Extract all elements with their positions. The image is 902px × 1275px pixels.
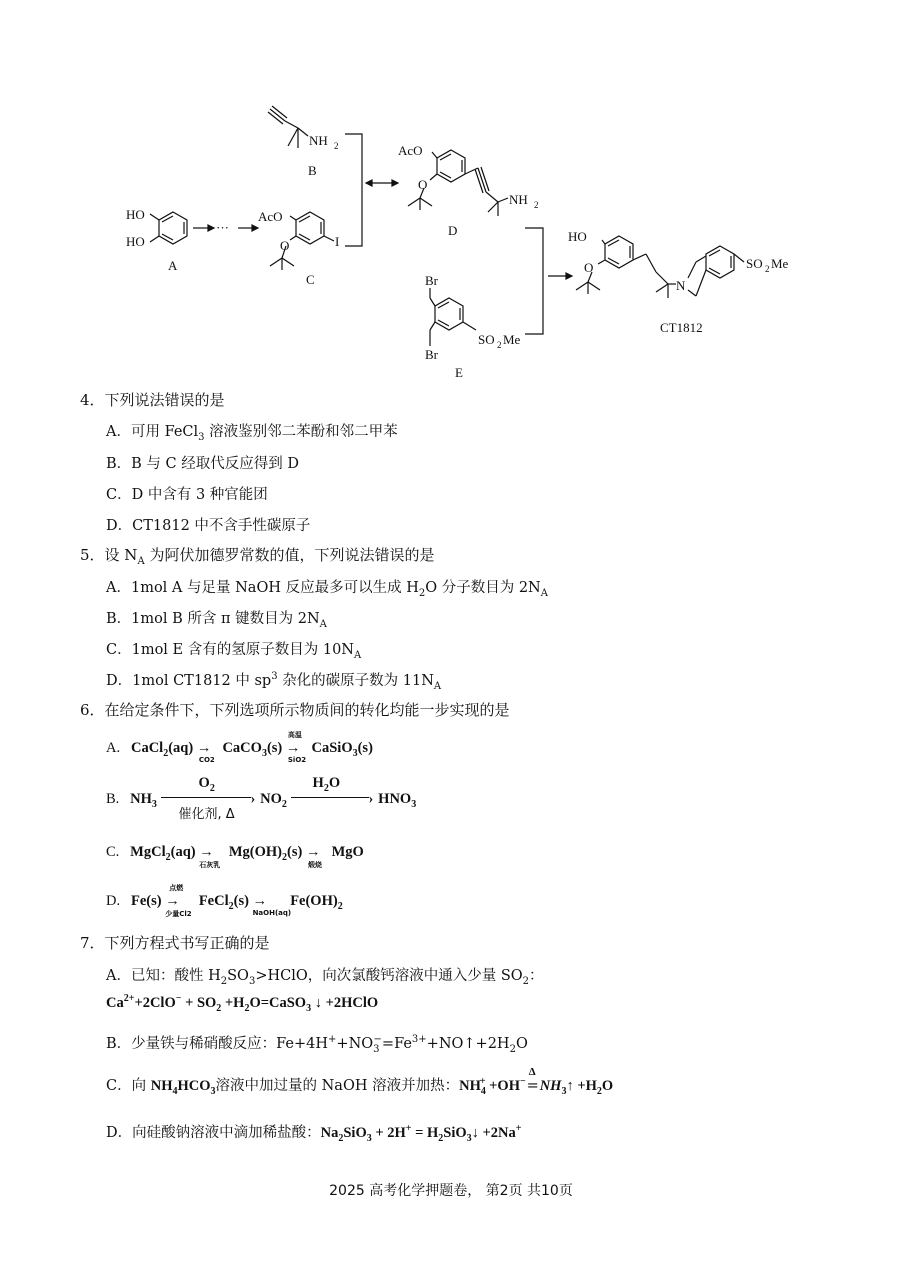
svg-text:2: 2 bbox=[334, 141, 339, 151]
svg-text:Me: Me bbox=[503, 332, 521, 347]
q7-stem: 7．下列方程式书写正确的是 bbox=[80, 934, 270, 952]
q6-option-a: A. CaCl$_2$(aq) → CO2 CaCO$_3$(s) → 高温 SiO2 CaSiO$_3$(s) bbox=[106, 731, 373, 764]
d-nh2: NH bbox=[509, 192, 528, 207]
q7-option-a-equation: $Ca^{2+}+2ClO^- + SO_2$ $+H_2O=CaSO_3$ ↓ +2HClO bbox=[106, 993, 379, 1014]
c-aco: AcO bbox=[258, 209, 283, 224]
e-br2: Br bbox=[425, 347, 438, 362]
q4-option-a: A．可用 FeCl$_3$ 溶液鉴别邻二苯酚和邻二甲苯 bbox=[106, 424, 398, 443]
reaction-scheme bbox=[0, 0, 902, 390]
q7-option-c: C．向 $NH_4HCO_3$溶液中加过量的 NaOH 溶液并加热：$NH_4^+ +OH^-=$ Δ $NH_3↑ +H_2O$ bbox=[106, 1066, 614, 1097]
q4-stem: 4．下列说法错误的是 bbox=[80, 391, 225, 409]
svg-text:2: 2 bbox=[534, 200, 539, 210]
d-o: O bbox=[418, 177, 428, 192]
q4-option-b: B．B 与 C 经取代反应得到 D bbox=[106, 456, 299, 472]
ct1812-ring bbox=[605, 236, 633, 268]
label-b: B bbox=[308, 163, 317, 178]
e-so2me: SO bbox=[478, 332, 495, 347]
a-ho1: HO bbox=[126, 207, 145, 222]
svg-text:2: 2 bbox=[765, 264, 770, 274]
label-c: C bbox=[306, 272, 315, 287]
q7-option-b: B．少量铁与稀硝酸反应：$Fe+4H^++NO_3^-=Fe^{3+}+NO↑+2H_2O$ bbox=[106, 1034, 528, 1055]
q5-option-c: C．1mol E 含有的氢原子数目为 $10N_A$ bbox=[106, 642, 362, 661]
compound-a-ring bbox=[159, 212, 187, 244]
ct-n: N bbox=[676, 278, 686, 293]
q6-option-d: D. Fe(s) → 点燃 少量Cl2 FeCl$_2$(s) → NaOH(aq) $Fe(OH)_2$ bbox=[106, 884, 343, 918]
ct-ho: HO bbox=[568, 229, 587, 244]
q5-option-a: A．1mol A 与足量 NaOH 反应最多可以生成 $H_2O$ 分子数目为 $2N_A$ bbox=[106, 580, 548, 599]
q4-option-d: D．CT1812 中不含手性碳原子 bbox=[106, 518, 311, 534]
q4-option-c: C．D 中含有 3 种官能团 bbox=[106, 487, 268, 503]
label-a: A bbox=[168, 258, 178, 273]
q6-option-c: C. MgCl$_2$(aq) → 石灰乳 $Mg(OH)_2(s)$ → 煅烧 MgO bbox=[106, 844, 364, 869]
q5-option-d: D．1mol CT1812 中 $sp^3$ 杂化的碳原子数为 $11N_A$ bbox=[106, 671, 442, 692]
q6-option-b: B. $NH_3$ › $O_2$ 催化剂, Δ $NO_2$ › $H_2O$ $HNO_3$ bbox=[106, 775, 417, 822]
a-ho2: HO bbox=[126, 234, 145, 249]
compound-c-ring bbox=[296, 212, 324, 244]
q7-option-a-text: A．已知：酸性 $H_2SO_3>HClO$，向次氯酸钙溶液中通入少量 $SO_2$： bbox=[106, 968, 544, 987]
svg-text:2: 2 bbox=[497, 340, 502, 350]
ct-so2me: SO bbox=[746, 256, 763, 271]
q5-option-b: B．1mol B 所含 π 键数目为 $2N_A$ bbox=[106, 611, 327, 630]
page-footer: 2025 高考化学押题卷， 第2页 共10页 bbox=[329, 1183, 573, 1199]
q6-stem: 6．在给定条件下，下列选项所示物质间的转化均能一步实现的是 bbox=[80, 701, 510, 719]
svg-text:Me: Me bbox=[771, 256, 789, 271]
label-e: E bbox=[455, 365, 463, 380]
label-ct1812: CT1812 bbox=[660, 320, 703, 335]
c-o: O bbox=[280, 238, 290, 253]
e-br1: Br bbox=[425, 273, 438, 288]
c-i: I bbox=[335, 234, 340, 249]
b-nh2: NH bbox=[309, 133, 328, 148]
d-aco: AcO bbox=[398, 143, 423, 158]
compound-d-ring bbox=[437, 150, 465, 182]
ct-o: O bbox=[584, 260, 594, 275]
dots: ··· bbox=[216, 220, 229, 235]
label-d: D bbox=[448, 223, 458, 238]
compound-e-ring bbox=[435, 298, 463, 330]
q7-option-d: D．向硅酸钠溶液中滴加稀盐酸：$Na_2SiO_3 + 2H^+$ = $H_2SiO_3↓ +2Na^+$ bbox=[106, 1123, 522, 1144]
q5-stem: 5．设 $N_A$ 为阿伏加德罗常数的值，下列说法错误的是 bbox=[80, 546, 435, 567]
